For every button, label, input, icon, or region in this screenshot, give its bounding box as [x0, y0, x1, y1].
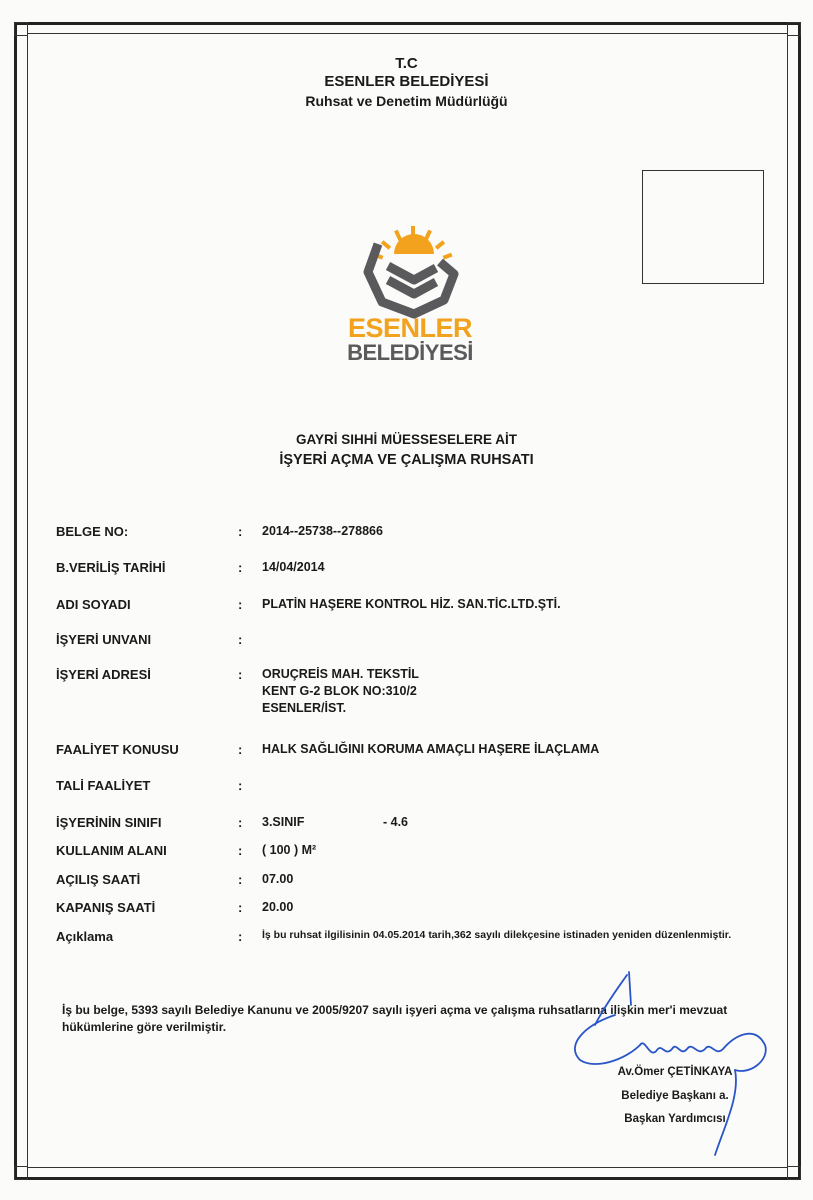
address-line: ESENLER/İST.: [262, 701, 347, 715]
field-colon: :: [238, 929, 243, 944]
field-label: AÇILIŞ SAATİ: [56, 872, 141, 887]
signatory-role: Başkan Yardımcısı: [624, 1113, 726, 1125]
signatory-name: Av.Ömer ÇETİNKAYA: [617, 1066, 733, 1078]
field-label: İŞYERİ UNVANI: [56, 632, 152, 647]
field-value: 20.00: [262, 900, 294, 914]
field-value: ( 100 ) M²: [262, 843, 317, 857]
field-value: 3.SINIF: [262, 815, 305, 829]
document-title-line2: İŞYERİ AÇMA VE ÇALIŞMA RUHSATI: [279, 452, 534, 468]
field-label: BELGE NO:: [56, 524, 129, 539]
field-label: TALİ FAALİYET: [56, 778, 151, 793]
field-label: KAPANIŞ SAATİ: [56, 900, 156, 915]
field-colon: :: [238, 632, 243, 647]
field-value: 07.00: [262, 872, 294, 886]
field-label: FAALİYET KONUSU: [56, 742, 179, 757]
field-label: İŞYERİNİN SINIFI: [56, 815, 162, 830]
field-label: KULLANIM ALANI: [56, 843, 167, 858]
border-corner: [787, 22, 801, 36]
field-colon: :: [238, 524, 243, 539]
field-value: PLATİN HAŞERE KONTROL HİZ. SAN.TİC.LTD.ŞTİ.: [262, 597, 561, 611]
logo-word-belediyesi: BELEDİYESİ: [347, 340, 473, 365]
field-colon: :: [238, 778, 243, 793]
field-colon: :: [238, 597, 243, 612]
header-municipality: ESENLER BELEDİYESİ: [324, 73, 489, 90]
border-corner: [14, 1166, 28, 1180]
field-colon: :: [238, 667, 243, 682]
field-label: ADI SOYADI: [56, 597, 131, 612]
handwritten-signature: [565, 965, 785, 1165]
border-corner: [787, 1166, 801, 1180]
field-value: 14/04/2014: [262, 560, 325, 574]
field-colon: :: [238, 843, 243, 858]
header-tc: T.C: [395, 55, 418, 72]
signatory-role: Belediye Başkanı a.: [621, 1090, 729, 1102]
field-label: Açıklama: [56, 929, 114, 944]
field-colon: :: [238, 560, 243, 575]
photo-box: [642, 170, 764, 284]
border-corner: [14, 22, 28, 36]
document-title-line1: GAYRİ SIHHİ MÜESSESELERE AİT: [295, 432, 518, 447]
field-value: HALK SAĞLIĞINI KORUMA AMAÇLI HAŞERE İLAÇLAMA: [262, 742, 600, 756]
header-directorate: Ruhsat ve Denetim Müdürlüğü: [305, 93, 508, 109]
field-colon: :: [238, 872, 243, 887]
field-colon: :: [238, 900, 243, 915]
field-value: 2014--25738--278866: [262, 524, 383, 538]
logo-word-esenler: ESENLER: [347, 313, 473, 343]
legal-footer-text: İş bu belge, 5393 sayılı Belediye Kanunu ve 2005/9207 sayılı işyeri açma ve çalışma ruhsatlarına ilişkin mer'i mevzuat hükümlerine göre verilmiştir.: [62, 1003, 728, 1034]
field-colon: :: [238, 815, 243, 830]
address-line: KENT G-2 BLOK NO:310/2: [262, 684, 417, 698]
address-line: ORUÇREİS MAH. TEKSTİL: [262, 667, 419, 681]
field-label: İŞYERİ ADRESİ: [56, 667, 151, 682]
field-value: İş bu ruhsat ilgilisinin 04.05.2014 tarih,362 sayılı dilekçesine istinaden yeniden düzenlenmiştir.: [262, 929, 732, 941]
field-colon: :: [238, 742, 243, 757]
field-label: B.VERİLİŞ TARİHİ: [56, 560, 166, 575]
field-class-extra: - 4.6: [383, 815, 409, 829]
